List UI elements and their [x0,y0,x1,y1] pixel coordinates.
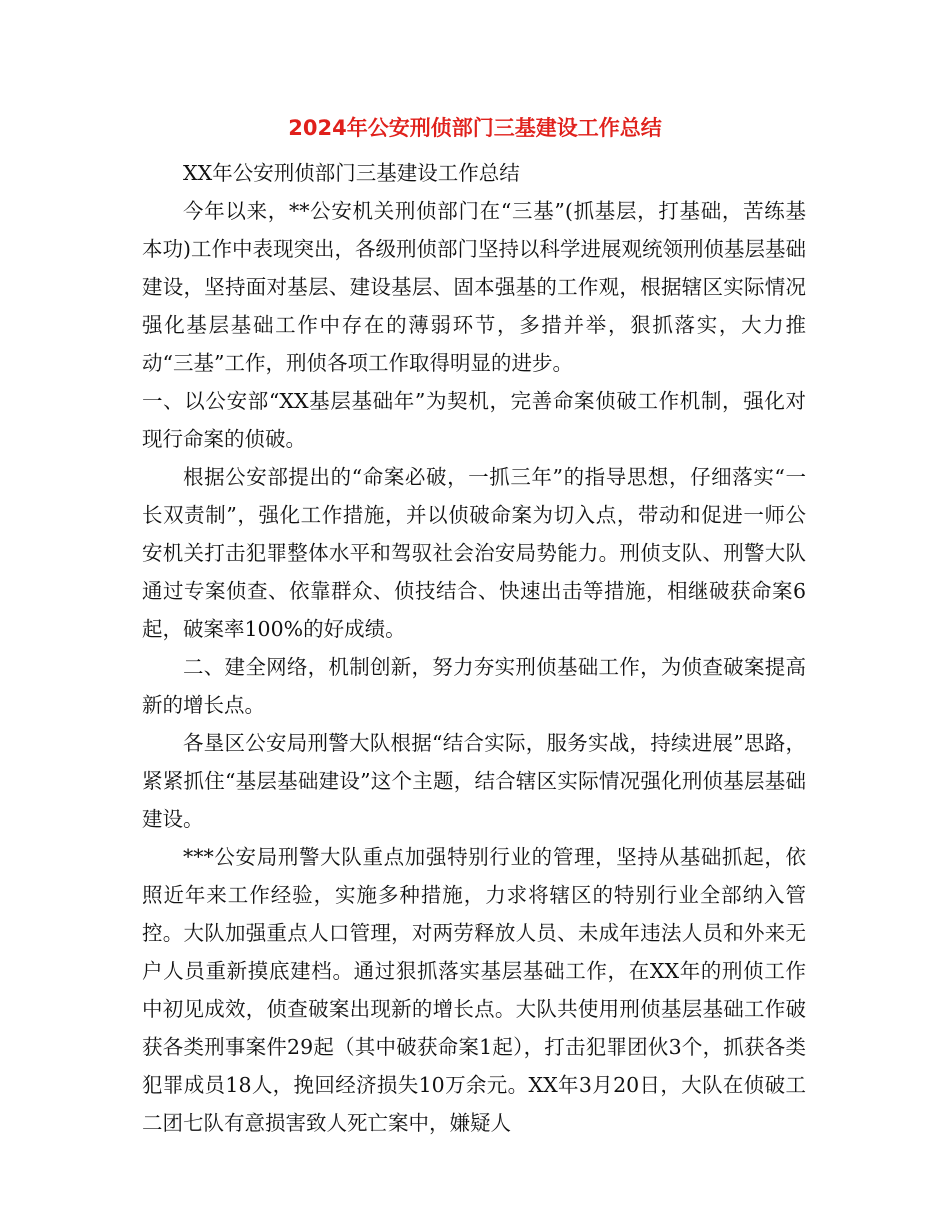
paragraph-subtitle: XX年公安刑侦部门三基建设工作总结 [183,161,520,185]
paragraph-section-1: 根据公安部提出的“命案必破，一抓三年”的指导思想，仔细落实“一长双责制”，强化工作措施，并以侦破命案为切入点，带动和促进一师公安机关打击犯罪整体水平和驾驭社会治安局势能力。刑侦支队、刑警大队通过专案侦查、依靠群众、侦技结合、快速出击等措施，相继破获命案6起，破案率100%的好成绩。 [142,465,806,641]
section-heading-2: 二、建全网络，机制创新，努力夯实刑侦基础工作，为侦查破案提高新的增长点。 [142,655,806,717]
document-body [142,154,806,1142]
paragraph-section-2: 各垦区公安局刑警大队根据“结合实际，服务实战，持续进展”思路，紧紧抓住“基层基础建设”这个主题，结合辖区实际情况强化刑侦基层基础建设。 [142,731,806,831]
section-heading-1: 一、以公安部“XX基层基础年”为契机，完善命案侦破工作机制，强化对现行命案的侦破。 [142,389,806,451]
paragraph-intro: 今年以来，**公安机关刑侦部门在“三基”(抓基层，打基础，苦练基本功)工作中表现突出，各级刑侦部门坚持以科学进展观统领刑侦基层基础建设，坚持面对基层、建设基层、固本强基的工作观，根据辖区实际情况强化基层基础工作中存在的薄弱环节，多措并举，狠抓落实，大力推动“三基”工作，刑侦各项工作取得明显的进步。 [142,199,806,375]
paragraph-section-2-detail: ***公安局刑警大队重点加强特别行业的管理，坚持从基础抓起，依照近年来工作经验，实施多种措施，力求将辖区的特别行业全部纳入管控。大队加强重点人口管理，对两劳释放人员、未成年违法人员和外来无户人员重新摸底建档。通过狠抓落实基层基础工作，在XX年的刑侦工作中初见成效，侦查破案出现新的增长点。大队共使用刑侦基层基础工作破获各类刑事案件29起（其中破获命案1起），打击犯罪团伙3个，抓获各类犯罪成员18人，挽回经济损失10万余元。XX年3月20日，大队在侦破工二团七队有意损害致人死亡案中，嫌疑人 [142,845,806,1135]
document-title: 2024年公安刑侦部门三基建设工作总结 [288,116,662,140]
